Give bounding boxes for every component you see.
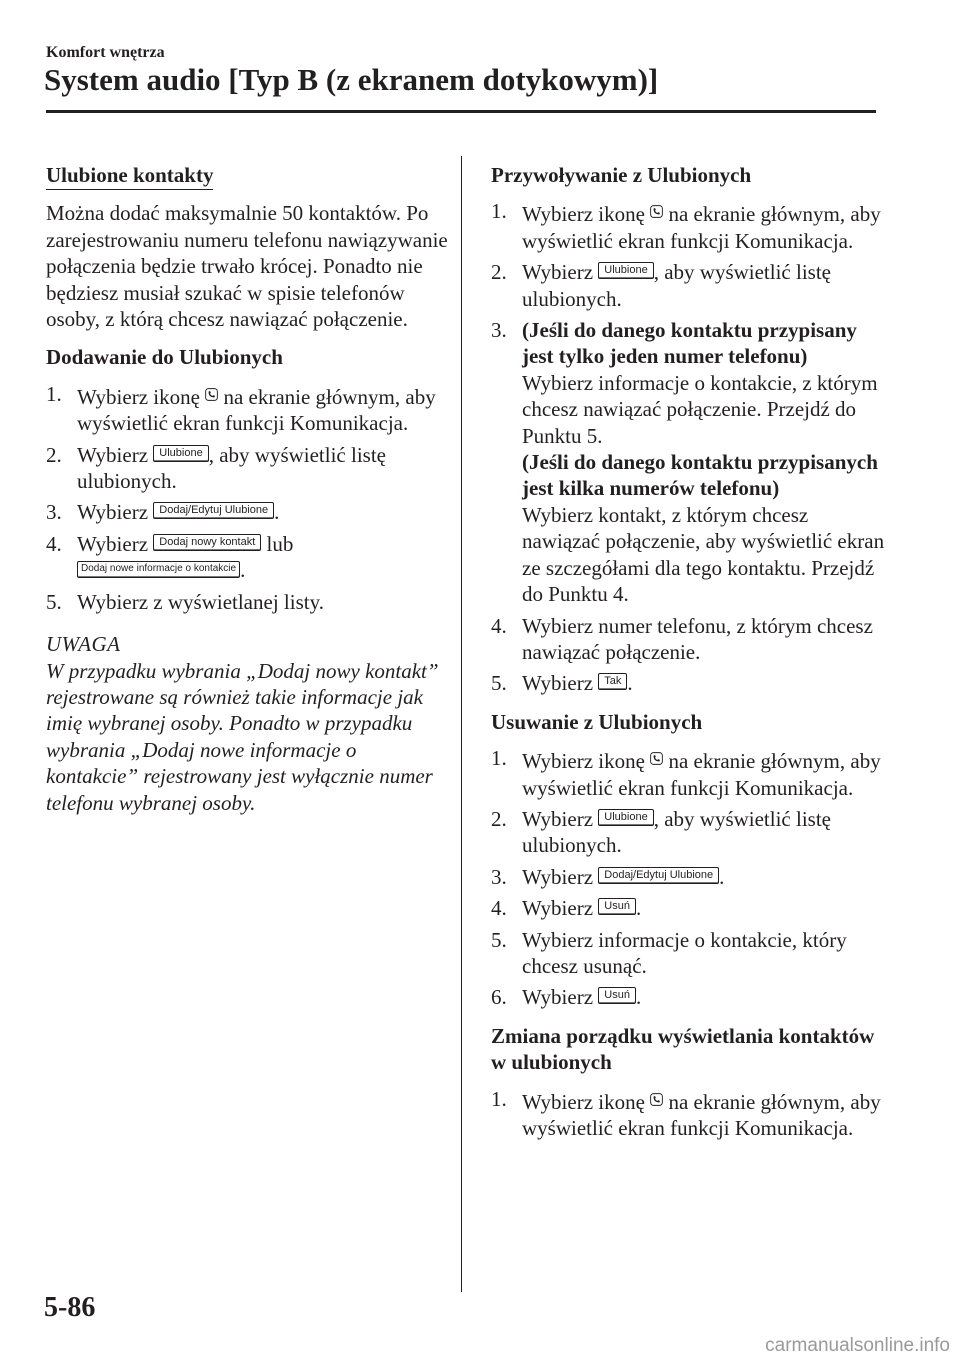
step-text: Wybierz kontakt, z którym chcesz nawiązać połączenie, aby wyświetlić ekran ze szczegółami dla tego kontaktu. Przejdź do Punktu 4.: [522, 502, 885, 607]
step-text: .: [635, 985, 642, 1010]
list-item: [491, 927, 886, 980]
step-text: Wybierz: [522, 260, 594, 285]
step-text: .: [635, 896, 642, 921]
favorites-button: Ulubione: [598, 809, 653, 826]
phone-icon: [650, 198, 663, 211]
call-steps: [491, 198, 886, 696]
favorites-intro: Można dodać maksymalnie 50 kontaktów. Po zarejestrowaniu numeru telefonu nawiązywanie połączenia będzie trwało krócej. Ponadto nie będziesz musiał szukać w spisie telefonów osoby, z którą chcesz nawiązać połączenie.: [46, 201, 448, 332]
step-text: na ekranie głównym, aby wyświetlić ekran funkcji Komunikacja.: [522, 749, 881, 800]
add-steps: [46, 381, 451, 615]
yes-button: Tak: [598, 673, 627, 690]
step-number: 2.: [491, 260, 507, 285]
step-number: 1.: [46, 381, 62, 406]
step-text: Wybierz informacje o kontakcie, który chcesz usunąć.: [522, 927, 847, 978]
step-text: Wybierz ikonę: [522, 1089, 645, 1114]
step-number: 3.: [491, 318, 507, 343]
step-number: 3.: [46, 500, 62, 525]
step-number: 2.: [491, 806, 507, 831]
step-text: .: [719, 864, 725, 889]
list-item: [491, 198, 886, 254]
list-item: [491, 864, 886, 890]
step-text: Wybierz z wyświetlanej listy.: [77, 589, 324, 614]
list-item: [46, 589, 451, 615]
column-divider: [461, 156, 462, 1292]
step-text: , aby wyświetlić listę ulubionych.: [522, 806, 832, 858]
step-text: .: [240, 558, 246, 583]
left-column: [46, 162, 451, 816]
delete-button: Usuń: [598, 987, 636, 1004]
page-number: 5-86: [44, 1292, 96, 1323]
step-text: , aby wyświetlić listę ulubionych.: [77, 442, 387, 494]
step-text: na ekranie głównym, aby wyświetlić ekran funkcji Komunikacja.: [77, 384, 436, 436]
section-label: Komfort wnętrza: [46, 44, 165, 61]
step-number: 1.: [491, 1086, 507, 1111]
list-item: [491, 670, 886, 696]
step-text: , aby wyświetlić listę ulubionych.: [522, 260, 832, 311]
condition-text: (Jeśli do danego kontaktu przypisany jest tylko jeden numer telefonu): [522, 318, 857, 369]
add-new-contact-button: Dodaj nowy kontakt: [153, 534, 261, 551]
step-number: 1.: [491, 199, 507, 224]
step-text: Wybierz ikonę: [522, 749, 645, 774]
phone-icon: [205, 381, 218, 394]
step-number: 5.: [46, 589, 62, 614]
list-item: [46, 381, 451, 437]
delete-heading: Usuwanie z Ulubionych: [491, 709, 703, 734]
list-item: [491, 1086, 886, 1142]
step-text: Wybierz: [522, 671, 594, 696]
step-text: lub: [266, 531, 294, 556]
list-item: [491, 613, 886, 666]
list-item: [491, 806, 886, 859]
step-text: Wybierz: [522, 985, 594, 1010]
step-text: Wybierz ikonę: [522, 202, 645, 227]
step-number: 4.: [491, 613, 507, 638]
favorites-heading: Ulubione kontakty: [46, 162, 213, 190]
list-item: [491, 259, 886, 312]
favorites-button: Ulubione: [598, 262, 653, 279]
list-item: [46, 531, 451, 584]
step-number: 4.: [46, 531, 62, 556]
order-heading: Zmiana porządku wyświetlania kontaktów w ulubionych: [491, 1023, 875, 1075]
step-text: Wybierz: [77, 531, 149, 556]
step-text: .: [627, 671, 633, 696]
step-number: 4.: [491, 896, 507, 921]
step-number: 2.: [46, 442, 62, 467]
page-title: System audio [Typ B (z ekranem dotykowym)]: [44, 62, 659, 97]
favorites-button: Ulubione: [153, 445, 208, 462]
step-text: Wybierz: [522, 806, 594, 831]
step-text: Wybierz informacje o kontakcie, z którym chcesz nawiązać połączenie. Przejdź do Punktu 5.: [522, 370, 878, 448]
step-number: 3.: [491, 864, 507, 889]
step-number: 1.: [491, 746, 507, 771]
list-item: [491, 745, 886, 801]
list-item: [46, 499, 451, 525]
list-item: [491, 984, 886, 1010]
step-text: .: [274, 500, 280, 525]
step-text: na ekranie głównym, aby wyświetlić ekran funkcji Komunikacja.: [522, 1089, 881, 1140]
delete-button: Usuń: [598, 898, 636, 915]
call-heading: Przywoływanie z Ulubionych: [491, 163, 752, 187]
note-text: W przypadku wybrania „Dodaj nowy kontakt” rejestrowane są również takie informacje jak imię wybranej osoby. Ponadto w przypadku wybrania „Dodaj nowe informacje o kontakcie” rejestrowany jest wyłącznie numer telefonu wybranej osoby.: [46, 658, 439, 815]
right-column: [491, 162, 886, 1153]
step-text: Wybierz ikonę: [77, 384, 200, 409]
add-edit-favorites-button: Dodaj/Edytuj Ulubione: [153, 502, 274, 519]
step-text: Wybierz: [522, 896, 594, 921]
note-title: UWAGA: [46, 632, 121, 657]
list-item: [491, 317, 886, 607]
step-text: Wybierz: [522, 864, 594, 889]
step-text: Wybierz: [77, 442, 149, 467]
list-item: [491, 895, 886, 921]
step-text: Wybierz numer telefonu, z którym chcesz nawiązać połączenie.: [522, 613, 873, 664]
header-rule: [46, 110, 876, 113]
watermark: carmanualsonline.info: [765, 1335, 950, 1356]
add-edit-favorites-button: Dodaj/Edytuj Ulubione: [598, 867, 719, 884]
delete-steps: [491, 745, 886, 1011]
step-number: 5.: [491, 671, 507, 696]
list-item: [46, 442, 451, 495]
step-number: 5.: [491, 927, 507, 952]
condition-text: (Jeśli do danego kontaktu przypisanych jest kilka numerów telefonu): [522, 450, 878, 501]
phone-icon: [650, 745, 663, 758]
step-number: 6.: [491, 985, 507, 1010]
phone-icon: [650, 1086, 663, 1099]
step-text: Wybierz: [77, 500, 149, 525]
add-heading: Dodawanie do Ulubionych: [46, 345, 283, 370]
step-text: na ekranie głównym, aby wyświetlić ekran funkcji Komunikacja.: [522, 202, 881, 253]
order-steps: [491, 1086, 886, 1142]
add-new-contact-info-button: Dodaj nowe informacje o kontakcie: [77, 561, 240, 578]
